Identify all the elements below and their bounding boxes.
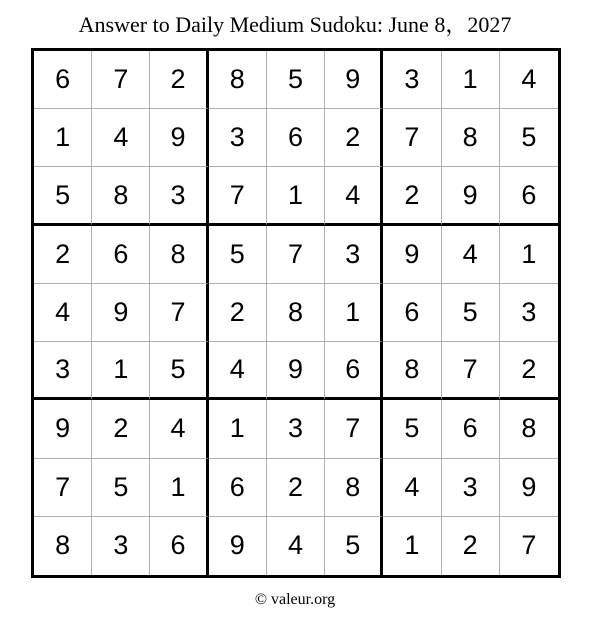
sudoku-cell-r6-c5: 9 <box>267 342 325 400</box>
sudoku-cell-r2-c5: 6 <box>267 109 325 167</box>
sudoku-cell-r1-c4: 8 <box>209 51 267 109</box>
sudoku-cell-r5-c8: 5 <box>442 284 500 342</box>
sudoku-cell-r9-c9: 7 <box>521 530 537 561</box>
sudoku-cell-r3-c3: 3 <box>150 167 208 225</box>
sudoku-cell-r6-c8: 7 <box>442 342 500 400</box>
sudoku-cell-r9-c1: 8 <box>34 517 92 575</box>
sudoku-cell-r2-c4: 3 <box>209 109 267 167</box>
sudoku-cell-r8-c1: 7 <box>34 459 92 517</box>
sudoku-cell-r4-c3: 8 <box>150 226 208 284</box>
sudoku-cell-r5-c9: 3 <box>500 284 558 342</box>
sudoku-cell-r3-c8: 9 <box>442 167 500 225</box>
sudoku-cell-r8-c9: 9 <box>500 459 558 517</box>
sudoku-cell-r9-c2: 3 <box>92 517 150 575</box>
sudoku-cell-r8-c3: 1 <box>150 459 208 517</box>
sudoku-cell-r5-c5: 8 <box>267 284 325 342</box>
sudoku-cell-r7-c8: 6 <box>442 400 500 458</box>
sudoku-cell-r8-c5: 2 <box>267 459 325 517</box>
sudoku-cell-r6-c4: 4 <box>209 342 267 400</box>
sudoku-cell-r4-c5: 7 <box>267 226 325 284</box>
sudoku-cell-r3-c4: 7 <box>209 167 267 225</box>
sudoku-cell-r5-c1: 4 <box>34 284 92 342</box>
sudoku-cell-r2-c3: 9 <box>150 109 208 167</box>
sudoku-cell-r5-c6: 1 <box>325 284 383 342</box>
sudoku-cell-r2-c8: 8 <box>442 109 500 167</box>
copyright-footer: © valeur.org <box>254 591 336 608</box>
sudoku-cell-r4-c4: 5 <box>209 226 267 284</box>
sudoku-cell-r2-c1: 1 <box>34 109 92 167</box>
sudoku-cell-r7-c4: 1 <box>209 400 267 458</box>
sudoku-cell-r3-c2: 8 <box>92 167 150 225</box>
sudoku-cell-r5-c2: 9 <box>92 284 150 342</box>
sudoku-cell-r8-c2: 5 <box>92 459 150 517</box>
sudoku-cell-r1-c6: 9 <box>325 51 383 109</box>
sudoku-cell-r4-c7: 9 <box>383 226 441 284</box>
sudoku-cell-r6-c2: 1 <box>92 342 150 400</box>
sudoku-cell-r1-c8: 1 <box>442 51 500 109</box>
sudoku-cell-r4-c1: 2 <box>34 226 92 284</box>
sudoku-cell-r7-c5: 3 <box>267 400 325 458</box>
sudoku-cell-r9-c7: 1 <box>383 517 441 575</box>
sudoku-cell-r6-c6: 6 <box>325 342 383 400</box>
sudoku-cell-r6-c9: 2 <box>500 342 558 400</box>
sudoku-cell-r7-c7: 5 <box>383 400 441 458</box>
sudoku-cell-r4-c2: 6 <box>92 226 150 284</box>
sudoku-cell-r7-c1: 9 <box>34 400 92 458</box>
sudoku-cell-r9-c3: 6 <box>150 517 208 575</box>
sudoku-cell-r2-c9: 5 <box>500 109 558 167</box>
sudoku-cell-r7-c6: 7 <box>325 400 383 458</box>
sudoku-cell-r9-c4: 9 <box>209 517 267 575</box>
sudoku-cell-r1-c9: 4 <box>500 51 558 109</box>
sudoku-cell-r1-c2: 7 <box>92 51 150 109</box>
sudoku-cell-r3-c7: 2 <box>383 167 441 225</box>
sudoku-cell-r3-c1: 5 <box>34 167 92 225</box>
sudoku-cell-r8-c4: 6 <box>209 459 267 517</box>
sudoku-cell-r3-c6: 4 <box>325 167 383 225</box>
sudoku-cell-r7-c9: 8 <box>500 400 558 458</box>
sudoku-cell-r5-c3: 7 <box>150 284 208 342</box>
sudoku-cell-r9-c8: 2 <box>442 517 500 575</box>
sudoku-cell-r9-c6: 5 <box>325 517 383 575</box>
sudoku-cell-r1-c5: 5 <box>267 51 325 109</box>
sudoku-cell-r5-c4: 2 <box>209 284 267 342</box>
sudoku-cell-r2-c6: 2 <box>325 109 383 167</box>
sudoku-cell-r3-c9: 6 <box>500 167 558 225</box>
sudoku-cell-r1-c7: 3 <box>383 51 441 109</box>
sudoku-cell-r4-c8: 4 <box>442 226 500 284</box>
sudoku-cell-r4-c9: 1 <box>500 226 558 284</box>
sudoku-cell-r6-c1: 3 <box>34 342 92 400</box>
sudoku-cell-r3-c5: 1 <box>267 167 325 225</box>
sudoku-cell-r6-c7: 8 <box>383 342 441 400</box>
sudoku-cell-r5-c7: 6 <box>383 284 441 342</box>
sudoku-board <box>31 48 561 578</box>
sudoku-cell-r8-c8: 3 <box>442 459 500 517</box>
sudoku-cell-r2-c7: 7 <box>383 109 441 167</box>
sudoku-cell-r9-c5: 4 <box>267 517 325 575</box>
sudoku-cell-r6-c3: 5 <box>150 342 208 400</box>
sudoku-cell-r4-c6: 3 <box>325 226 383 284</box>
sudoku-cell-r7-c2: 2 <box>92 400 150 458</box>
sudoku-cell-r8-c6: 8 <box>325 459 383 517</box>
sudoku-cell-r7-c3: 4 <box>150 400 208 458</box>
sudoku-cell-r8-c7: 4 <box>383 459 441 517</box>
sudoku-cell-r2-c2: 4 <box>92 109 150 167</box>
puzzle-title: Answer to Daily Medium Sudoku: June 8，2027 <box>78 12 512 37</box>
sudoku-cell-r1-c1: 6 <box>34 51 92 109</box>
sudoku-cell-r1-c3: 2 <box>150 51 208 109</box>
